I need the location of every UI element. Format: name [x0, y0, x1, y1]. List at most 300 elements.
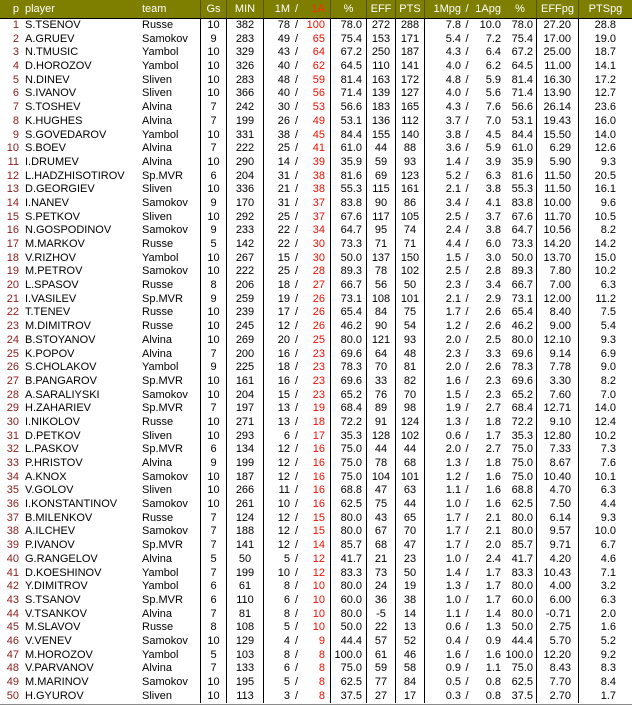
- slash-separator: /: [294, 374, 299, 387]
- ft-percent-per-game: 64.5: [511, 60, 533, 73]
- ft-made-attempted-per-game: [424, 512, 504, 526]
- games-played: 10: [200, 320, 226, 334]
- minutes-played: 366: [226, 87, 263, 101]
- ft-attempted-per-game: 10.0: [479, 19, 501, 31]
- ft-made-per-game: 1.3: [445, 580, 461, 593]
- col-header-points-per-game[interactable]: PTSpg: [578, 0, 632, 18]
- efficiency: 43: [366, 512, 395, 526]
- col-header-percent[interactable]: %: [330, 0, 366, 18]
- col-header-team[interactable]: team: [142, 3, 167, 15]
- ft-attempted-per-game: 3.4: [485, 279, 501, 292]
- player-stats-row: [0, 238, 632, 252]
- games-played: 10: [200, 471, 226, 485]
- ft-percent: 80.0: [330, 512, 366, 526]
- ft-attempted: 14: [312, 539, 325, 552]
- points-per-game: 17.2: [578, 74, 632, 88]
- ft-made-per-game: 0.3: [445, 689, 461, 702]
- ft-attempted: 17: [312, 429, 325, 442]
- efficiency-per-game: 6.29: [536, 142, 578, 156]
- points: 101: [395, 293, 424, 307]
- ft-attempted-per-game: 2.7: [485, 443, 501, 456]
- slash-separator: /: [294, 634, 299, 647]
- efficiency: 59: [366, 156, 395, 170]
- ft-percent-per-game: 44.4: [511, 634, 533, 647]
- player-stats-row: [0, 46, 632, 60]
- ft-attempted-per-game: 0.9: [485, 634, 501, 647]
- points-per-game: 9.3: [578, 512, 632, 526]
- ft-made-per-game: 2.1: [445, 292, 461, 305]
- ft-made-per-game: 1.0: [445, 498, 461, 511]
- efficiency-per-game: 19.43: [536, 115, 578, 129]
- ft-percent-per-game: 64.7: [511, 224, 533, 237]
- ft-attempted-per-game: 0.8: [485, 676, 501, 688]
- games-played: 7: [200, 662, 226, 676]
- minutes-played: 271: [226, 416, 263, 430]
- ft-attempted: 25: [312, 333, 325, 346]
- points: 140: [395, 129, 424, 143]
- ft-made: 12: [277, 539, 290, 552]
- minutes-played: 188: [226, 525, 263, 539]
- slash-separator: /: [465, 73, 469, 86]
- points: 101: [395, 471, 424, 485]
- slash-separator: /: [294, 415, 299, 428]
- slash-separator: /: [465, 484, 469, 497]
- ft-made: 38: [277, 128, 290, 141]
- points-per-game: 9.3: [578, 156, 632, 170]
- slash-separator: /: [294, 648, 299, 661]
- player-rank: 15: [6, 210, 19, 223]
- col-header-rank[interactable]: p: [12, 3, 19, 15]
- ft-percent: 80.0: [330, 580, 366, 594]
- efficiency-per-game: 9.10: [536, 416, 578, 430]
- efficiency-per-game: 8.67: [536, 457, 578, 471]
- points-per-game: 7.5: [578, 306, 632, 320]
- ft-percent-per-game: 60.0: [511, 593, 533, 606]
- ft-made-attempted-per-game: [424, 142, 504, 156]
- points-per-game: 14.1: [578, 60, 632, 74]
- slash-separator: /: [294, 539, 299, 552]
- games-played: 7: [200, 567, 226, 581]
- col-header-attempted-per-game[interactable]: 1Apg: [475, 3, 501, 15]
- ft-made-attempted: [263, 416, 330, 430]
- player-stats-row: [0, 580, 632, 594]
- ft-made-per-game: 1.7: [445, 306, 461, 319]
- minutes-played: 266: [226, 484, 263, 498]
- ft-made-per-game: 1.4: [445, 566, 461, 579]
- points-per-game: 7.3: [578, 443, 632, 457]
- efficiency: -5: [366, 608, 395, 622]
- ft-made: 25: [277, 142, 290, 155]
- points: 63: [395, 484, 424, 498]
- slash-separator: /: [294, 607, 299, 620]
- ft-percent: 80.0: [330, 525, 366, 539]
- slash-separator: /: [294, 457, 299, 469]
- points-per-game: 10.2: [578, 265, 632, 279]
- ft-percent: 35.9: [330, 156, 366, 170]
- ft-percent-per-game: 50.0: [511, 621, 533, 634]
- ft-made-attempted-per-game: [424, 252, 504, 266]
- ft-percent: 83.3: [330, 567, 366, 581]
- points-per-game: 6.7: [578, 539, 632, 553]
- efficiency: 78: [366, 457, 395, 471]
- games-played: 10: [200, 375, 226, 389]
- slash-separator: /: [465, 333, 469, 346]
- ft-percent: 75.0: [330, 457, 366, 471]
- player-name: S.TSENOV: [25, 19, 81, 31]
- player-stats-row: [0, 211, 632, 225]
- points-per-game: 3.2: [578, 580, 632, 594]
- slash-separator: /: [465, 169, 469, 182]
- ft-made-attempted: [263, 60, 330, 74]
- ft-percent: 61.0: [330, 142, 366, 156]
- slash-separator: /: [465, 251, 469, 264]
- team-name: Russe: [142, 621, 174, 634]
- ft-percent-per-game: 53.1: [511, 114, 533, 127]
- minutes-played: 206: [226, 279, 263, 293]
- ft-attempted: 45: [312, 128, 325, 141]
- ft-made-attempted-per-game: [424, 471, 504, 485]
- ft-made-attempted-per-game: [424, 443, 504, 457]
- ft-made-attempted: [263, 115, 330, 129]
- efficiency: 155: [366, 129, 395, 143]
- player-rank: 9: [12, 128, 19, 141]
- ft-made-per-game: 1.7: [445, 525, 461, 538]
- team-name: Sliven: [142, 429, 172, 442]
- player-name: G.RANGELOV: [25, 552, 98, 565]
- ft-made-attempted-per-game: [424, 265, 504, 279]
- points-per-game: 14.0: [578, 402, 632, 416]
- points-per-game: 28.8: [578, 19, 632, 33]
- player-name: H.ZAHARIEV: [25, 402, 92, 415]
- minutes-played: 161: [226, 375, 263, 389]
- ft-made-attempted: [263, 375, 330, 389]
- points-per-game: 9.3: [578, 334, 632, 348]
- team-name: Alvina: [142, 142, 172, 155]
- ft-attempted: 37: [312, 210, 325, 223]
- ft-attempted-per-game: 1.6: [485, 498, 501, 511]
- ft-percent: 71.4: [330, 87, 366, 101]
- ft-attempted: 26: [312, 306, 325, 319]
- minutes-played: 245: [226, 320, 263, 334]
- ft-attempted-per-game: 2.1: [485, 525, 501, 538]
- ft-made: 12: [277, 457, 290, 469]
- ft-made-attempted-per-game: [424, 74, 504, 88]
- points-per-game: 12.6: [578, 142, 632, 156]
- efficiency-per-game: 10.56: [536, 224, 578, 238]
- player-name: P.IVANOV: [25, 539, 75, 552]
- games-played: 6: [200, 594, 226, 608]
- efficiency: 104: [366, 471, 395, 485]
- efficiency-per-game: 12.20: [536, 649, 578, 663]
- player-stats-row: [0, 471, 632, 485]
- player-name: D.HOROZOV: [25, 60, 92, 73]
- efficiency-per-game: 5.70: [536, 635, 578, 649]
- player-name: V.TSANKOV: [25, 607, 87, 620]
- points: 81: [395, 361, 424, 375]
- ft-attempted-per-game: 7.2: [485, 32, 501, 45]
- ft-made-attempted-per-game: [424, 402, 504, 416]
- games-played: 10: [200, 252, 226, 266]
- ft-made: 15: [277, 251, 290, 264]
- team-name: Sp.MVR: [142, 292, 183, 305]
- games-played: 10: [200, 211, 226, 225]
- ft-percent: 67.2: [330, 46, 366, 60]
- points: 17: [395, 690, 424, 704]
- player-rank: 34: [6, 470, 19, 483]
- ft-percent: 68.4: [330, 402, 366, 416]
- ft-made-attempted: [263, 649, 330, 663]
- points: 47: [395, 539, 424, 553]
- team-name: Yambol: [142, 128, 179, 141]
- slash-separator: /: [294, 306, 299, 319]
- ft-made-per-game: 5.4: [445, 32, 461, 45]
- ft-percent: 89.3: [330, 265, 366, 279]
- games-played: 9: [200, 33, 226, 47]
- efficiency: 89: [366, 402, 395, 416]
- ft-attempted: 16: [312, 443, 325, 456]
- ft-made-attempted: [263, 662, 330, 676]
- player-stats-row: [0, 443, 632, 457]
- slash-separator: /: [465, 306, 469, 319]
- minutes-played: 222: [226, 142, 263, 156]
- ft-made-per-game: 0.4: [445, 634, 461, 647]
- points-per-game: 14.2: [578, 238, 632, 252]
- points-per-game: 4.6: [578, 553, 632, 567]
- player-rank: 30: [6, 415, 19, 428]
- team-name: Russe: [142, 306, 174, 319]
- efficiency: 76: [366, 389, 395, 403]
- ft-made-attempted: [263, 539, 330, 553]
- ft-attempted: 8: [318, 689, 325, 702]
- ft-made: 5: [283, 552, 290, 565]
- points: 86: [395, 197, 424, 211]
- minutes-played: 283: [226, 33, 263, 47]
- player-rank: 24: [6, 333, 19, 346]
- player-stats-row: [0, 662, 632, 676]
- ft-made-attempted-per-game: [424, 224, 504, 238]
- points-per-game: 8.2: [578, 375, 632, 389]
- slash-separator: /: [465, 19, 469, 31]
- col-header-ft-attempted[interactable]: 1A: [311, 3, 325, 15]
- player-rank: 44: [6, 607, 19, 620]
- points: 112: [395, 115, 424, 129]
- ft-made-attempted-per-game: [424, 129, 504, 143]
- ft-attempted-per-game: 2.5: [485, 333, 501, 346]
- ft-made: 20: [277, 333, 290, 346]
- efficiency-per-game: 12.10: [536, 334, 578, 348]
- efficiency: 70: [366, 361, 395, 375]
- efficiency-per-game: 9.57: [536, 525, 578, 539]
- efficiency: 136: [366, 115, 395, 129]
- player-rank: 6: [12, 87, 19, 100]
- col-header-games[interactable]: Gs: [200, 0, 226, 18]
- points-per-game: 12.7: [578, 87, 632, 101]
- slash-separator: /: [465, 87, 469, 100]
- col-header-player[interactable]: player: [25, 3, 55, 15]
- ft-made-attempted: [263, 156, 330, 170]
- player-name: S.CHOLAKOV: [25, 361, 97, 374]
- ft-made-attempted-per-game: [424, 389, 504, 403]
- col-header-made-per-game[interactable]: 1Mpg: [433, 3, 461, 15]
- games-played: 10: [200, 265, 226, 279]
- player-stats-row: [0, 265, 632, 279]
- games-played: 7: [200, 512, 226, 526]
- ft-made-attempted-per-game: [424, 594, 504, 608]
- minutes-played: 141: [226, 539, 263, 553]
- ft-made-attempted: [263, 183, 330, 197]
- efficiency-per-game: 7.60: [536, 389, 578, 403]
- points-per-game: 10.5: [578, 211, 632, 225]
- slash-separator: /: [294, 443, 299, 456]
- team-name: Sliven: [142, 183, 172, 196]
- points-per-game: 2.0: [578, 608, 632, 622]
- player-rank: 13: [6, 183, 19, 196]
- ft-made-attempted-per-game: [424, 334, 504, 348]
- player-stats-row: [0, 525, 632, 539]
- efficiency-per-game: 7.50: [536, 498, 578, 512]
- efficiency-per-game: 8.40: [536, 306, 578, 320]
- efficiency-per-game: 27.20: [536, 19, 578, 33]
- player-name: B.MILENKOV: [25, 511, 93, 524]
- efficiency: 73: [366, 567, 395, 581]
- ft-attempted-per-game: 2.6: [485, 320, 501, 333]
- minutes-played: 292: [226, 211, 263, 225]
- ft-percent: 81.4: [330, 74, 366, 88]
- slash-separator: /: [294, 46, 299, 59]
- team-name: Alvina: [142, 552, 172, 565]
- team-name: Russe: [142, 279, 174, 292]
- player-rank: 23: [6, 320, 19, 333]
- col-header-efficiency[interactable]: EFF: [366, 0, 395, 18]
- ft-made: 22: [277, 238, 290, 250]
- efficiency: 77: [366, 676, 395, 690]
- slash-separator: /: [465, 662, 469, 675]
- player-name: M.PETROV: [25, 265, 83, 278]
- team-name: Sp.MVR: [142, 593, 183, 606]
- col-header-efficiency-per-game[interactable]: EFFpg: [536, 0, 578, 18]
- ft-made-attempted-per-game: [424, 553, 504, 567]
- minutes-played: 290: [226, 156, 263, 170]
- ft-made-attempted-per-game: [424, 183, 504, 197]
- ft-percent: 85.7: [330, 539, 366, 553]
- player-name: A.GRUEV: [25, 32, 75, 45]
- ft-percent-per-game: 83.3: [511, 566, 533, 579]
- player-stats-row: [0, 60, 632, 74]
- ft-made-attempted: [263, 211, 330, 225]
- games-played: 10: [200, 676, 226, 690]
- points: 102: [395, 430, 424, 444]
- points: 50: [395, 567, 424, 581]
- ft-made-attempted-per-game: [424, 170, 504, 184]
- points-per-game: 18.7: [578, 46, 632, 60]
- ft-made: 8: [283, 580, 290, 593]
- minutes-played: 50: [226, 553, 263, 567]
- col-header-percent-per-game[interactable]: %: [515, 3, 525, 15]
- col-header-points[interactable]: PTS: [395, 0, 424, 18]
- ft-percent-per-game: 56.6: [511, 101, 533, 114]
- games-played: 10: [200, 389, 226, 403]
- ft-made-per-game: 4.3: [445, 101, 461, 114]
- ft-attempted-per-game: 7.6: [485, 101, 501, 114]
- ft-percent-per-game: 83.8: [511, 196, 533, 209]
- minutes-played: 197: [226, 402, 263, 416]
- ft-made-attempted: [263, 224, 330, 238]
- slash-separator: /: [465, 511, 469, 524]
- ft-made: 10: [277, 498, 290, 511]
- ft-made-per-game: 0.5: [445, 676, 461, 688]
- team-name: Yambol: [142, 251, 179, 264]
- efficiency-per-game: 12.00: [536, 293, 578, 307]
- minutes-played: 293: [226, 430, 263, 444]
- player-stats-row: [0, 33, 632, 47]
- slash-separator: /: [465, 388, 469, 401]
- slash-separator: /: [465, 128, 469, 141]
- ft-made-per-game: 2.5: [445, 265, 461, 278]
- slash-separator: /: [465, 676, 469, 688]
- points: 150: [395, 252, 424, 266]
- ft-percent-per-game: 71.4: [511, 87, 533, 100]
- points: 13: [395, 621, 424, 635]
- ft-made: 5: [283, 676, 290, 688]
- ft-made: 25: [277, 265, 290, 278]
- col-header-ft-made[interactable]: 1M: [274, 3, 290, 15]
- ft-attempted-per-game: 1.8: [485, 415, 501, 428]
- ft-made-attempted: [263, 170, 330, 184]
- ft-attempted: 8: [318, 676, 325, 688]
- ft-made-attempted-per-game: [424, 197, 504, 211]
- player-rank: 43: [6, 593, 19, 606]
- player-rank: 21: [6, 292, 19, 305]
- ft-attempted: 38: [312, 183, 325, 196]
- player-rank: 12: [6, 169, 19, 182]
- points-per-game: 6.3: [578, 279, 632, 293]
- ft-made-attempted: [263, 87, 330, 101]
- slash-separator: /: [294, 429, 299, 442]
- ft-percent-per-game: 75.0: [511, 443, 533, 456]
- efficiency-per-game: 3.30: [536, 375, 578, 389]
- slash-separator: /: [465, 374, 469, 387]
- player-stats-row: [0, 87, 632, 101]
- efficiency-per-game: 9.71: [536, 539, 578, 553]
- points: 93: [395, 334, 424, 348]
- ft-made: 6: [283, 593, 290, 606]
- ft-attempted-per-game: 1.6: [485, 470, 501, 483]
- points-per-game: 23.6: [578, 101, 632, 115]
- minutes-played: 195: [226, 676, 263, 690]
- ft-made-attempted: [263, 197, 330, 211]
- team-name: Yambol: [142, 60, 179, 73]
- points-per-game: 8.4: [578, 676, 632, 690]
- efficiency-per-game: 6.00: [536, 594, 578, 608]
- ft-made-attempted: [263, 361, 330, 375]
- points-per-game: 10.0: [578, 525, 632, 539]
- ft-percent: 68.8: [330, 484, 366, 498]
- points-per-game: 16.1: [578, 183, 632, 197]
- player-stats-row: [0, 129, 632, 143]
- efficiency-per-game: 2.70: [536, 690, 578, 704]
- col-header-minutes[interactable]: MIN: [226, 0, 263, 18]
- ft-attempted: 23: [312, 347, 325, 360]
- ft-percent-per-game: 67.2: [511, 46, 533, 59]
- slash-separator: /: [465, 210, 469, 223]
- ft-made: 31: [277, 196, 290, 209]
- ft-made: 25: [277, 210, 290, 223]
- slash-separator: /: [294, 689, 299, 702]
- ft-made-per-game: 1.9: [445, 402, 461, 415]
- points-per-game: 7.6: [578, 457, 632, 471]
- slash-separator: /: [294, 114, 299, 127]
- ft-attempted-per-game: 3.0: [485, 251, 501, 264]
